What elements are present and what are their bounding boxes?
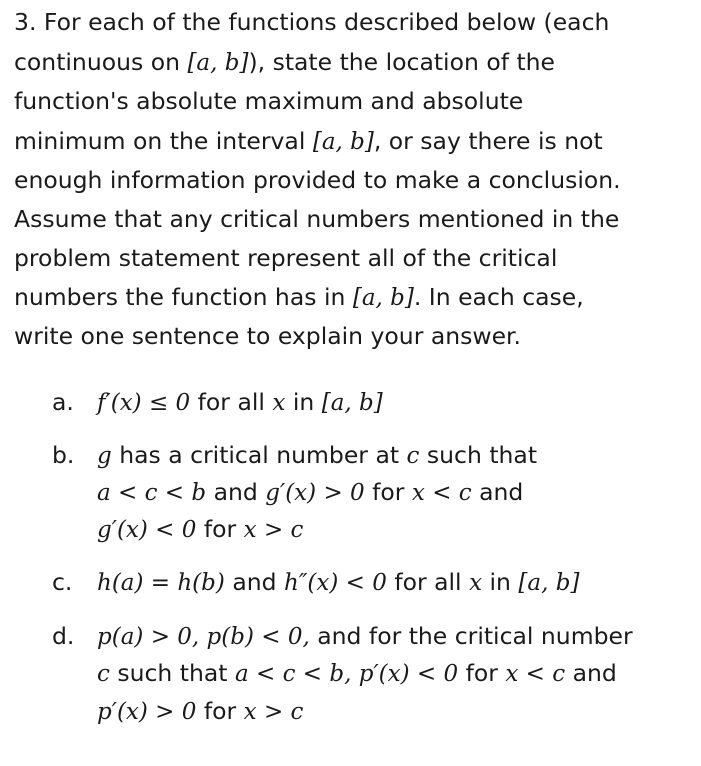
text-segment: such that [419, 441, 538, 469]
item-label: b. [52, 441, 75, 469]
text-segment: in [482, 568, 519, 596]
text-segment: 3. For each of the functions described below (each [14, 8, 610, 36]
text-segment: minimum on the interval [14, 127, 313, 155]
item-text-line [97, 514, 303, 545]
text-segment: for [458, 659, 506, 687]
text-segment: and [471, 478, 524, 506]
math-expression: a < c < b [97, 480, 207, 506]
item-text-line [97, 440, 537, 471]
text-segment: for [196, 515, 244, 543]
item-label: c. [52, 568, 73, 596]
math-expression: x > c [243, 517, 304, 543]
problem-text-line [14, 47, 555, 78]
text-segment: Assume that any critical numbers mentioned in the [14, 205, 620, 233]
math-expression: [a, b] [321, 390, 383, 416]
item-text-line [97, 477, 523, 508]
text-segment: write one sentence to explain your answer. [14, 322, 522, 350]
problem-text-line [14, 165, 621, 195]
problem-text-line [14, 243, 557, 273]
item-text-line [97, 658, 617, 689]
math-expression: p′(x) > 0 [97, 699, 197, 725]
problem-text-line [14, 204, 619, 234]
item-label: a. [52, 388, 74, 416]
math-expression: h(a) = h(b) [97, 570, 225, 596]
math-expression: g′(x) > 0 [265, 480, 365, 506]
text-segment: function's absolute maximum and absolute [14, 87, 524, 115]
math-expression: [a, b] [187, 50, 249, 76]
text-segment: such that [109, 659, 235, 687]
text-segment: , or say there is not [373, 127, 603, 155]
math-expression: h″(x) < 0 [284, 570, 387, 596]
text-segment: continuous on [14, 48, 188, 76]
item-text-line [97, 621, 633, 652]
problem-text-line [14, 86, 523, 116]
problem-text-line [14, 321, 521, 351]
math-expression: x < c [505, 661, 566, 687]
text-segment: for all [386, 568, 470, 596]
math-expression: c [406, 443, 420, 469]
item-label: d. [52, 622, 75, 650]
item-text-line [97, 696, 303, 727]
math-expression: [a, b] [352, 285, 414, 311]
math-expression: g′(x) < 0 [97, 517, 197, 543]
text-segment: and [565, 659, 617, 687]
text-segment: and [206, 478, 266, 506]
math-expression: x > c [243, 699, 304, 725]
math-expression: x < c [411, 480, 472, 506]
text-segment: ), state the location of the [248, 48, 556, 76]
item-text-line [97, 387, 383, 418]
math-expression: [a, b] [312, 129, 374, 155]
math-expression: a < c < b, p′(x) < 0 [234, 661, 459, 687]
text-segment: in [285, 388, 322, 416]
math-expression: x [272, 390, 286, 416]
problem-text-line [14, 7, 609, 37]
text-segment: for all [190, 388, 273, 416]
text-segment: for [196, 697, 244, 725]
text-segment: has a critical number at [111, 441, 407, 469]
problem-text-line [14, 126, 603, 157]
text-segment: and for the critical number [309, 622, 633, 650]
text-segment: for [364, 478, 412, 506]
math-expression: [a, b] [518, 570, 580, 596]
problem-text-line [14, 282, 584, 313]
text-segment: problem statement represent all of the critical [14, 244, 558, 272]
text-segment: enough information provided to make a conclusion. [14, 166, 621, 194]
math-expression: x [469, 570, 483, 596]
text-segment: . In each case, [413, 283, 584, 311]
text-segment: and [224, 568, 285, 596]
math-expression: g [97, 443, 112, 469]
math-expression: f′(x) ≤ 0 [97, 390, 191, 416]
text-segment: numbers the function has in [14, 283, 353, 311]
item-text-line [97, 567, 579, 598]
math-expression: c [97, 661, 110, 687]
math-expression: p(a) > 0, p(b) < 0, [97, 624, 310, 650]
